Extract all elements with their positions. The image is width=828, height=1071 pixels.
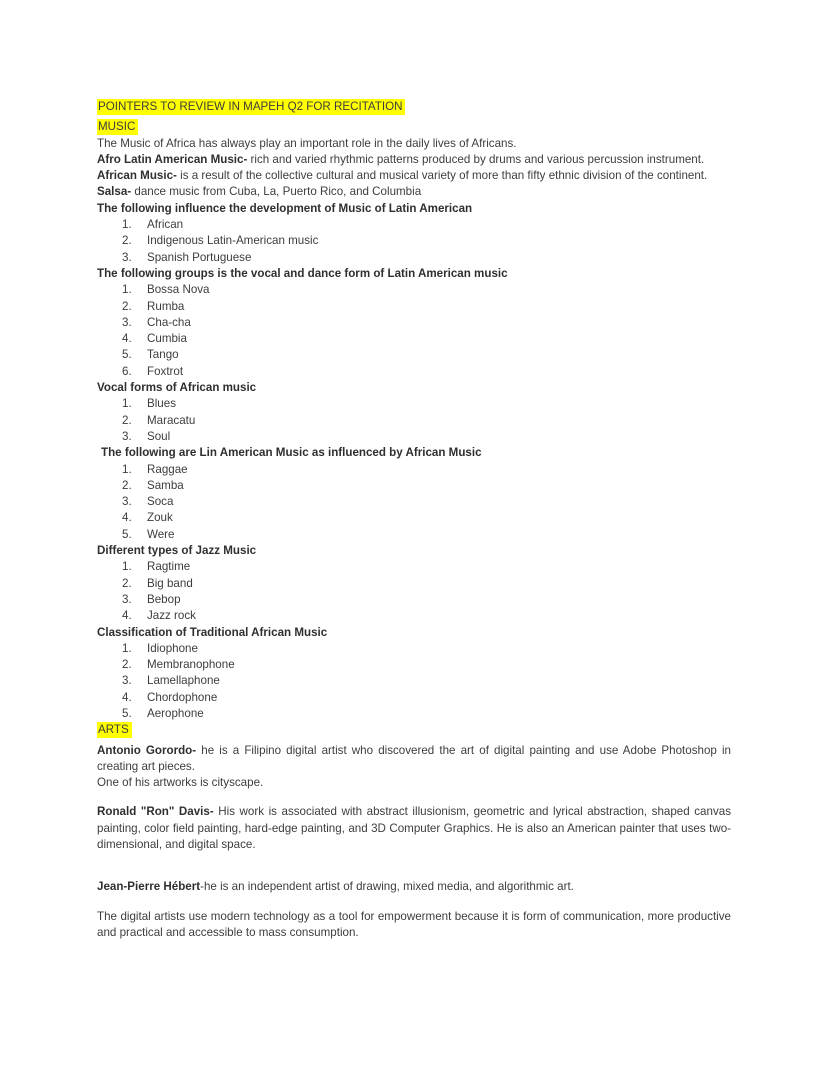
- numbered-list: [97, 559, 731, 624]
- list-item-text: Zouk: [147, 511, 173, 525]
- list-item-number: 2.: [122, 658, 132, 672]
- list-item-number: 4.: [122, 511, 132, 525]
- list-item-text: Samba: [147, 478, 184, 492]
- list-item-text: Foxtrot: [147, 364, 184, 378]
- list-item-text: Spanish Portuguese: [147, 250, 252, 264]
- list-item-number: 3.: [122, 495, 132, 509]
- list-item: [97, 462, 731, 478]
- list-item-text: Tango: [147, 348, 179, 362]
- list-item-number: 1.: [122, 397, 132, 411]
- list-item-number: 2.: [122, 576, 132, 590]
- list-item-text: Aerophone: [147, 706, 204, 720]
- term-bold: Antonio Gorordo-: [97, 743, 197, 757]
- list-item-text: Jazz rock: [147, 609, 196, 623]
- list-item: [97, 673, 731, 689]
- list-item-text: Ragtime: [147, 560, 191, 574]
- highlighted-heading: [97, 722, 731, 738]
- highlight-mark: MUSIC: [97, 119, 138, 135]
- list-item-number: 3.: [122, 674, 132, 688]
- paragraph: The digital artists use modern technology as a tool for empowerment because it is form of communication, more productive and practical and accessible to mass consumption.: [97, 909, 731, 939]
- list-item: [97, 299, 731, 315]
- list-item-number: 3.: [122, 315, 132, 329]
- list-item-text: Cumbia: [147, 332, 187, 346]
- list-item-text: Soca: [147, 495, 174, 509]
- list-item-number: 1.: [122, 218, 132, 232]
- list-item-text: Idiophone: [147, 641, 198, 655]
- list-item: [97, 364, 731, 380]
- numbered-list: [97, 462, 731, 543]
- list-item-number: 2.: [122, 234, 132, 248]
- list-item-text: Big band: [147, 576, 193, 590]
- list-item-number: 4.: [122, 690, 132, 704]
- list-item-number: 1.: [122, 641, 132, 655]
- section-heading: The following groups is the vocal and dance form of Latin American music: [97, 266, 508, 280]
- section-heading: Classification of Traditional African Music: [97, 625, 328, 639]
- term-bold: African Music-: [97, 169, 177, 183]
- list-item-number: 5.: [122, 706, 132, 720]
- list-item: [97, 706, 731, 722]
- term-bold: Ronald "Ron" Davis-: [97, 805, 214, 819]
- list-item: [97, 510, 731, 526]
- list-item: [97, 641, 731, 657]
- list-item-text: Chordophone: [147, 690, 218, 704]
- list-item: [97, 250, 731, 266]
- list-item: [97, 494, 731, 510]
- paragraph: African Music- is a result of the collective cultural and musical variety of more than fifty ethnic division of the continent.: [97, 169, 708, 183]
- highlighted-heading: [97, 99, 731, 115]
- paragraph: The Music of Africa has always play an important role in the daily lives of Africans.: [97, 136, 517, 150]
- list-item-number: 3.: [122, 429, 132, 443]
- list-item-number: 1.: [122, 283, 132, 297]
- paragraph: Antonio Gorordo- he is a Filipino digital artist who discovered the art of digital painting and use Adobe Photoshop in creating art pieces.: [97, 743, 732, 773]
- list-item-text: Raggae: [147, 462, 188, 476]
- list-item-number: 3.: [122, 592, 132, 606]
- list-item-text: Blues: [147, 397, 177, 411]
- list-item-number: 6.: [122, 364, 132, 378]
- list-item: [97, 559, 731, 575]
- section-heading: Different types of Jazz Music: [97, 544, 257, 558]
- numbered-list: [97, 396, 731, 445]
- paragraph: Jean-Pierre Hébert-he is an independent artist of drawing, mixed media, and algorithmic art.: [97, 880, 574, 894]
- list-item: [97, 413, 731, 429]
- list-item-text: Lamellaphone: [147, 674, 220, 688]
- list-item: [97, 478, 731, 494]
- spacer: [97, 896, 731, 909]
- term-bold: Salsa-: [97, 185, 132, 199]
- numbered-list: [97, 217, 731, 266]
- paragraph: Afro Latin American Music- rich and varied rhythmic patterns produced by drums and various percussion instrument.: [97, 152, 705, 166]
- list-item-text: Indigenous Latin-American music: [147, 234, 319, 248]
- list-item-text: Soul: [147, 429, 171, 443]
- list-item-text: Bebop: [147, 592, 181, 606]
- list-item: [97, 592, 731, 608]
- list-item-text: African: [147, 218, 184, 232]
- list-item: [97, 347, 731, 363]
- list-item: [97, 429, 731, 445]
- highlight-mark: ARTS: [97, 722, 132, 738]
- list-item-number: 5.: [122, 348, 132, 362]
- section-heading: Vocal forms of African music: [97, 381, 257, 395]
- list-item: [97, 331, 731, 347]
- list-item: [97, 690, 731, 706]
- list-item: [97, 217, 731, 233]
- section-heading: The following influence the development of Music of Latin American: [97, 201, 473, 215]
- highlighted-heading: [97, 119, 731, 135]
- highlight-mark: POINTERS TO REVIEW IN MAPEH Q2 FOR RECITATION: [97, 99, 405, 115]
- list-item: [97, 315, 731, 331]
- paragraph: Ronald "Ron" Davis- His work is associated with abstract illusionism, geometric and lyrical abstraction, shaped canvas painting, color field painting, hard-edge painting, and 3D Computer Graphics. He is also an American painter that uses two-dimensional, and digital space.: [97, 805, 731, 852]
- list-item-text: Membranophone: [147, 658, 235, 672]
- list-item: [97, 576, 731, 592]
- section-heading: The following are Lin American Music as influenced by African Music: [101, 446, 482, 460]
- document-content: [97, 99, 731, 941]
- term-bold: Jean-Pierre Hébert: [97, 880, 201, 894]
- list-item: [97, 282, 731, 298]
- spacer: [97, 791, 731, 804]
- paragraph: Salsa- dance music from Cuba, La, Puerto Rico, and Columbia: [97, 185, 422, 199]
- list-item-number: 5.: [122, 527, 132, 541]
- list-item-text: Bossa Nova: [147, 283, 210, 297]
- list-item-number: 1.: [122, 462, 132, 476]
- list-item-number: 3.: [122, 250, 132, 264]
- list-item-number: 1.: [122, 560, 132, 574]
- term-bold: Afro Latin American Music-: [97, 152, 248, 166]
- list-item: [97, 527, 731, 543]
- numbered-list: [97, 641, 731, 722]
- list-item-number: 4.: [122, 332, 132, 346]
- list-item: [97, 396, 731, 412]
- list-item-text: Maracatu: [147, 413, 196, 427]
- list-item-text: Were: [147, 527, 175, 541]
- list-item-number: 2.: [122, 413, 132, 427]
- numbered-list: [97, 282, 731, 380]
- list-item-number: 4.: [122, 609, 132, 623]
- list-item-number: 2.: [122, 478, 132, 492]
- list-item-text: Rumba: [147, 299, 185, 313]
- list-item: [97, 233, 731, 249]
- paragraph: One of his artworks is cityscape.: [97, 776, 264, 790]
- list-item-text: Cha-cha: [147, 315, 191, 329]
- list-item: [97, 657, 731, 673]
- list-item-number: 2.: [122, 299, 132, 313]
- spacer: [97, 853, 731, 879]
- list-item: [97, 608, 731, 624]
